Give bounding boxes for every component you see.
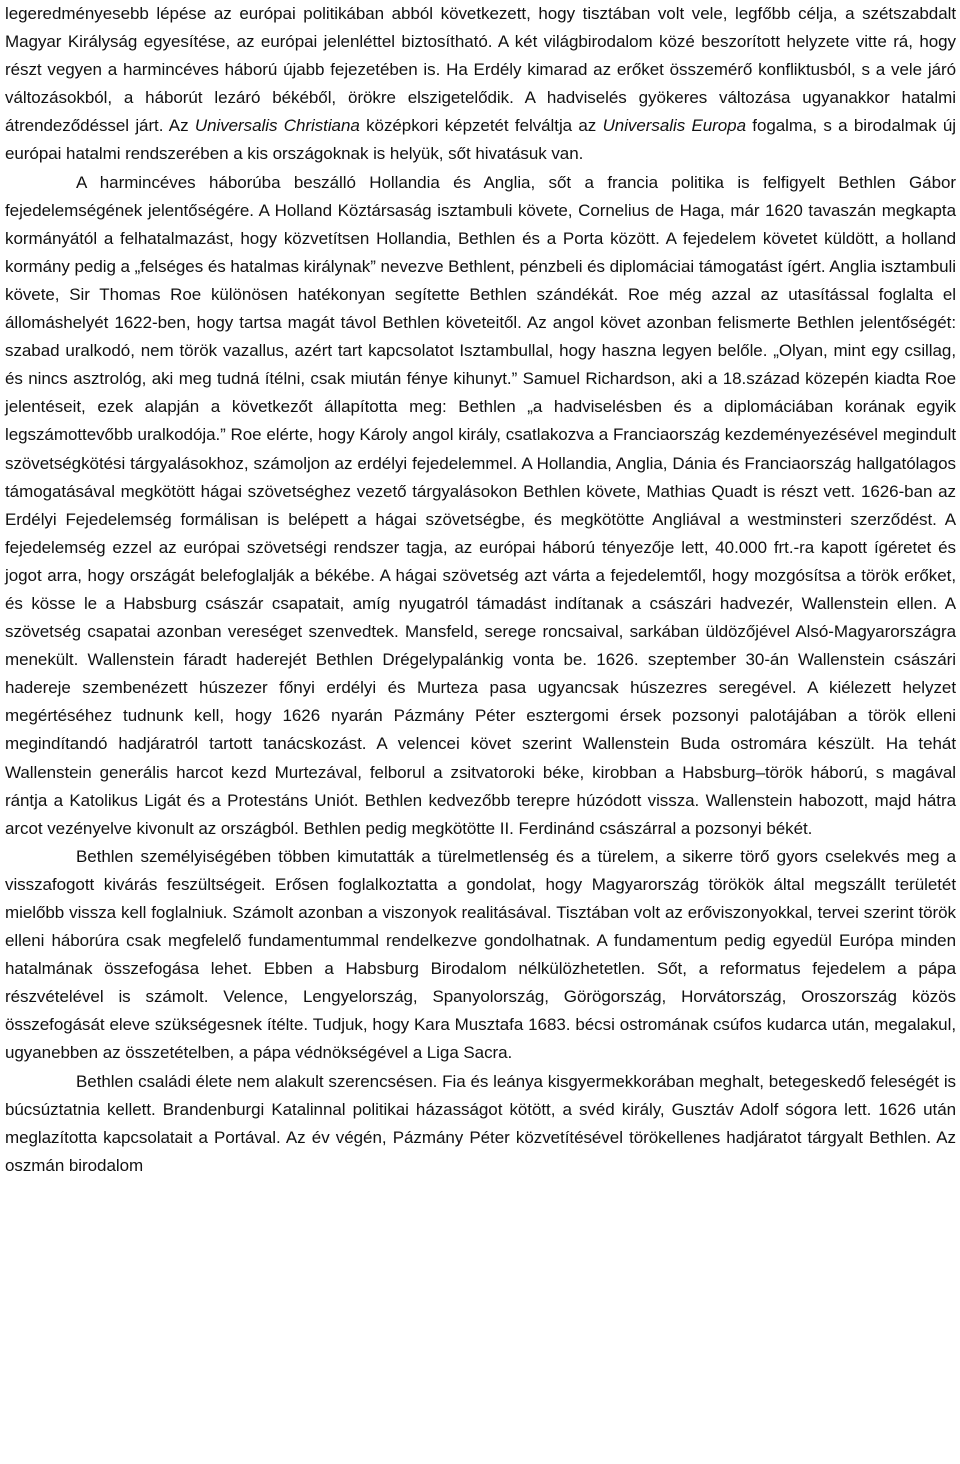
paragraph-1-italic-term-2: Universalis Europa [602,116,746,136]
paragraph-2-text: A harmincéves háborúba beszálló Hollandia és Anglia, sőt a francia politika is felfigyelt Bethlen Gábor fejedelemségének jelentőségére. A Holland Köztársaság isztambuli követe, Cornelius de Haga, már 1620 tavaszán megkapta kormányától a felhatalmazást, hogy közvetítsen Hollandia, Bethlen és a Porta között. A fejedelem követet küldött, a holland kormány pedig a „felséges és hatalmas királynak” nevezve Bethlent, pénzbeli és diplomáciai támogatást ígért. Anglia isztambuli követe, Sir Thomas Roe különösen hatékonyan segítette Bethlen szándékát. Roe még azzal az utasítással foglalta el állomáshelyét 1622-ben, hogy tartsa magát távol Bethlen követeitől. Az angol követ azonban felismerte Bethlen jelentőségét: szabad uralkodó, nem török vazallus, azért tart kapcsolatot Isztambullal, hogy haszna legyen belőle. „Olyan, mint egy csillag, és nincs asztrológ, aki meg tudná ítélni, csak miután fénye kihunyt.” Samuel Richardson, aki a 18.század közepén kiadta Roe jelentéseit, ezek alapján a következőt állapította meg: Bethlen „a hadviselésben és a diplomáciában korának egyik legszámottevőbb uralkodója.” Roe elérte, hogy Károly angol király, csatlakozva a Franciaország kezdeményezésével megindult szövetségkötési tárgyalásokhoz, számoljon az erdélyi fejedelemmel. A Hollandia, Anglia, Dánia és Franciaország hallgatólagos támogatásával megkötött hágai szövetséghez vezető tárgyalásokon Bethlen követe, Mathias Quadt is részt vett. 1626-ban az Erdélyi Fejedelemség formálisan is belépett a hágai szövetségbe, és megkötötte Angliával a westminsteri szerződést. A fejedelemség ezzel az európai szövetségi rendszer tagja, az európai háború tényezője lett, 40.000 frt.-ra kapott ígéretet és jogot arra, hogy országát belefoglalják a békébe. A hágai szövetség azt várta a fejedelemtől, hogy mozgósítsa a török erőket, és kösse le a Habsburg császár csapatait, amíg nyugatról támadást indítanak a császári hadvezér, Wallenstein ellen. A szövetség csapatai azonban vereséget szenvedtek. Mansfeld, serege roncsaival, sarkában üldözőjével Alsó-Magyarországra menekült. Wallenstein fáradt haderejét Bethlen Drégelypalánkig vonta be. 1626. szeptember 30-án Wallenstein császári hadereje szembenézett húszezer főnyi erdélyi és Murteza pasa ugyancsak húszezres seregével. A kiélezett helyzet megértéséhez tudnunk kell, hogy 1626 nyarán Pázmány Péter esztergomi érsek pozsonyi palotájában a török elleni megindítandó hadjáratról tartott tanácskozást. A velencei követ szerint Wallenstein Buda ostromára készült. Ha tehát Wallenstein generális harcot kezd Murtezával, felborul a zsitvatoroki béke, kirobban a Habsburg–török háború, s magával rántja a Katolikus Ligát és a Protestáns Uniót. Bethlen kedvezőbb terepre húzódott vissza. Wallenstein habozott, majd hátra arcot vezényelve kivonult az országból. Bethlen pedig megkötötte II. Ferdinánd császárral a pozsonyi békét. [5,172,956,838]
paragraph-1-text-1: legeredményesebb lépése az európai politikában abból következett, hogy tisztában volt vele, legfőbb célja, a szétszabdalt Magyar Királyság egyesítése, az európai jelenléttel biztosítható. A két világbirodalom közé beszorított helyzete vitte rá, hogy részt vegyen a harmincéves háború újabb fejezetében is. Ha Erdély kimarad az erőket összemérő konfliktusból, s a vele járó változásokból, a háborút lezáró békéből, örökre elszigetelődik. A hadviselés gyökeres változása ugyanakkor hatalmi átrendeződéssel járt. Az [5,4,956,136]
paragraph-1-text-2: középkori képzetét felváltja az [359,116,603,136]
paragraph-1-italic-term-1: Universalis Christiana [194,116,360,136]
paragraph-3 [5,843,956,1068]
paragraph-4 [5,1068,956,1180]
paragraph-3-text: Bethlen személyiségében többen kimutatták a türelmetlenség és a türelem, a sikerre törő gyors cselekvés meg a visszafogott kivárás feszültségeit. Erősen foglalkoztatta a gondolat, hogy Magyarország törökök által megszállt területét mielőbb vissza kell foglalniuk. Számolt azonban a viszonyok realitásával. Tisztában volt az erőviszonyokkal, tervei szerint török elleni háborúra csak megfelelő fundamentummal rendelkezve gondolhatnak. A fundamentum pedig egyedül Európa minden hatalmának összefogása lehet. Ebben a Habsburg Birodalom nélkülözhetetlen. Sőt, a reformatus fejedelem a pápa részvételével is számolt. Velence, Lengyelország, Spanyolország, Görögország, Horvátország, Oroszország közös összefogását eleve szükségesnek ítélte. Tudjuk, hogy Kara Musztafa 1683. bécsi ostromának csúfos kudarca után, megalakul, ugyanebben az összetételben, a pápa védnökségével a Liga Sacra. [5,846,956,1063]
paragraph-1-text-3: fogalma, s a birodalmak új európai hatalmi rendszerében a kis országoknak is helyük, sőt hivatásuk van. [5,116,956,164]
paragraph-4-text: Bethlen családi élete nem alakult szerencsésen. Fia és leánya kisgyermekkorában meghalt, betegeskedő feleségét is búcsúztatnia kellett. Brandenburgi Katalinnal politikai házasságot kötött, a svéd király, Gusztáv Adolf sógora lett. 1626 után meglazította kapcsolatait a Portával. Az év végén, Pázmány Péter közvetítésével törökellenes hadjáratot tárgyalt Bethlen. Az oszmán birodalom [5,1071,956,1175]
paragraph-1 [5,0,956,169]
paragraph-2 [5,169,956,843]
